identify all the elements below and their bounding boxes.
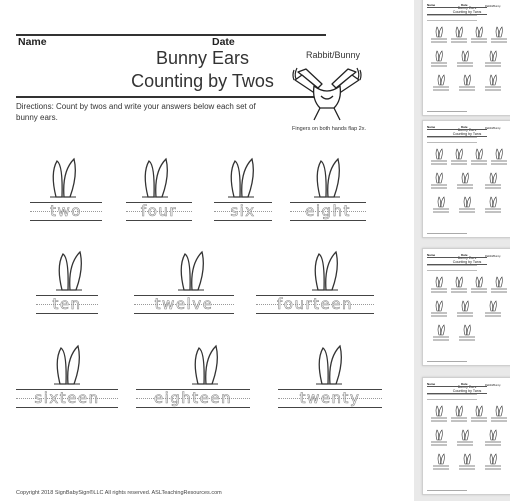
header-bottom-rule xyxy=(16,96,326,98)
thumb-date-label: Date xyxy=(461,3,468,7)
copyright-footer: Copyright 2018 SignBabySign®LLC All rights reserved. ASLTeachingResources.com xyxy=(16,490,222,496)
bunny-ears-icon xyxy=(190,344,220,391)
thumb-ears-grid xyxy=(423,400,510,490)
word-tracing-row xyxy=(36,293,98,315)
thumb-name-label: Name xyxy=(427,3,436,7)
trace-word: six xyxy=(230,202,256,220)
word-tracing-row xyxy=(214,200,272,222)
trace-word: twelve xyxy=(154,295,214,313)
word-tracing-row xyxy=(30,200,102,222)
word-tracing-row xyxy=(134,293,234,315)
thumb-title-line1: Bunny Ears xyxy=(457,256,477,260)
bunny-ears-icon xyxy=(140,157,170,204)
word-tracing-row xyxy=(256,293,374,315)
page-thumbnail-1[interactable] xyxy=(422,0,510,116)
trace-word: ten xyxy=(52,295,82,313)
thumb-name-label: Name xyxy=(427,125,436,129)
worksheet-title-line1: Bunny Ears xyxy=(155,48,250,68)
thumb-sign-label: Rabbit/Bunny xyxy=(485,5,501,8)
trace-word: two xyxy=(50,202,82,220)
bunny-ears-icon xyxy=(310,250,340,297)
bunny-ears-icon xyxy=(48,157,78,204)
bunny-ears-icon xyxy=(226,157,256,204)
thumb-title-line2: Counting by Twos xyxy=(452,389,482,393)
page-thumbnail-3[interactable] xyxy=(422,248,510,366)
rabbit-sign-hands-icon xyxy=(292,66,362,122)
thumb-name-label: Name xyxy=(427,253,436,257)
trace-word: eighteen xyxy=(153,389,233,407)
word-tracing-row xyxy=(16,387,118,409)
thumb-sign-label: Rabbit/Bunny xyxy=(485,255,501,258)
word-tracing-row xyxy=(278,387,382,409)
trace-word: fourteen xyxy=(277,295,353,313)
bunny-ears-icon xyxy=(54,250,84,297)
thumb-title-line2: Counting by Twos xyxy=(452,260,482,264)
thumb-date-label: Date xyxy=(461,253,468,257)
date-label: Date xyxy=(212,36,235,48)
thumb-date-label: Date xyxy=(461,125,468,129)
bunny-ears-icon xyxy=(52,344,82,391)
trace-word: eight xyxy=(305,202,351,220)
header-top-rule xyxy=(16,34,326,36)
thumb-title-line2: Counting by Twos xyxy=(452,10,482,14)
sign-caption: Fingers on both hands flap 2x. xyxy=(292,126,366,132)
bunny-ears-icon xyxy=(314,344,344,391)
thumb-title-line2: Counting by Twos xyxy=(452,132,482,136)
worksheet-title-line2: Counting by Twos xyxy=(131,71,274,91)
thumb-title-line1: Bunny Ears xyxy=(457,128,477,132)
word-tracing-row xyxy=(290,200,366,222)
thumb-ears-grid xyxy=(423,21,510,111)
word-tracing-row xyxy=(126,200,192,222)
thumb-ears-grid xyxy=(423,143,510,233)
thumb-name-label: Name xyxy=(427,382,436,386)
thumb-sign-label: Rabbit/Bunny xyxy=(485,127,501,130)
sign-label: Rabbit/Bunny xyxy=(306,50,361,60)
directions-text: Directions: Count by twos and write your answers below each set of bunny ears. xyxy=(16,102,256,122)
page-thumbnail-4[interactable] xyxy=(422,377,510,495)
thumb-ears-grid xyxy=(423,271,510,361)
bunny-ears-icon xyxy=(176,250,206,297)
trace-word: sixteen xyxy=(34,389,100,407)
page-thumbnail-2[interactable] xyxy=(422,120,510,238)
trace-word: four xyxy=(140,202,178,220)
bunny-ears-icon xyxy=(312,157,342,204)
word-tracing-row xyxy=(136,387,250,409)
trace-word: twenty xyxy=(299,389,361,407)
page-thumbnail-strip xyxy=(414,0,510,501)
thumb-title-line1: Bunny Ears xyxy=(457,6,477,10)
name-label: Name xyxy=(18,36,47,48)
thumb-title-line1: Bunny Ears xyxy=(457,385,477,389)
thumb-date-label: Date xyxy=(461,382,468,386)
thumb-sign-label: Rabbit/Bunny xyxy=(485,384,501,387)
